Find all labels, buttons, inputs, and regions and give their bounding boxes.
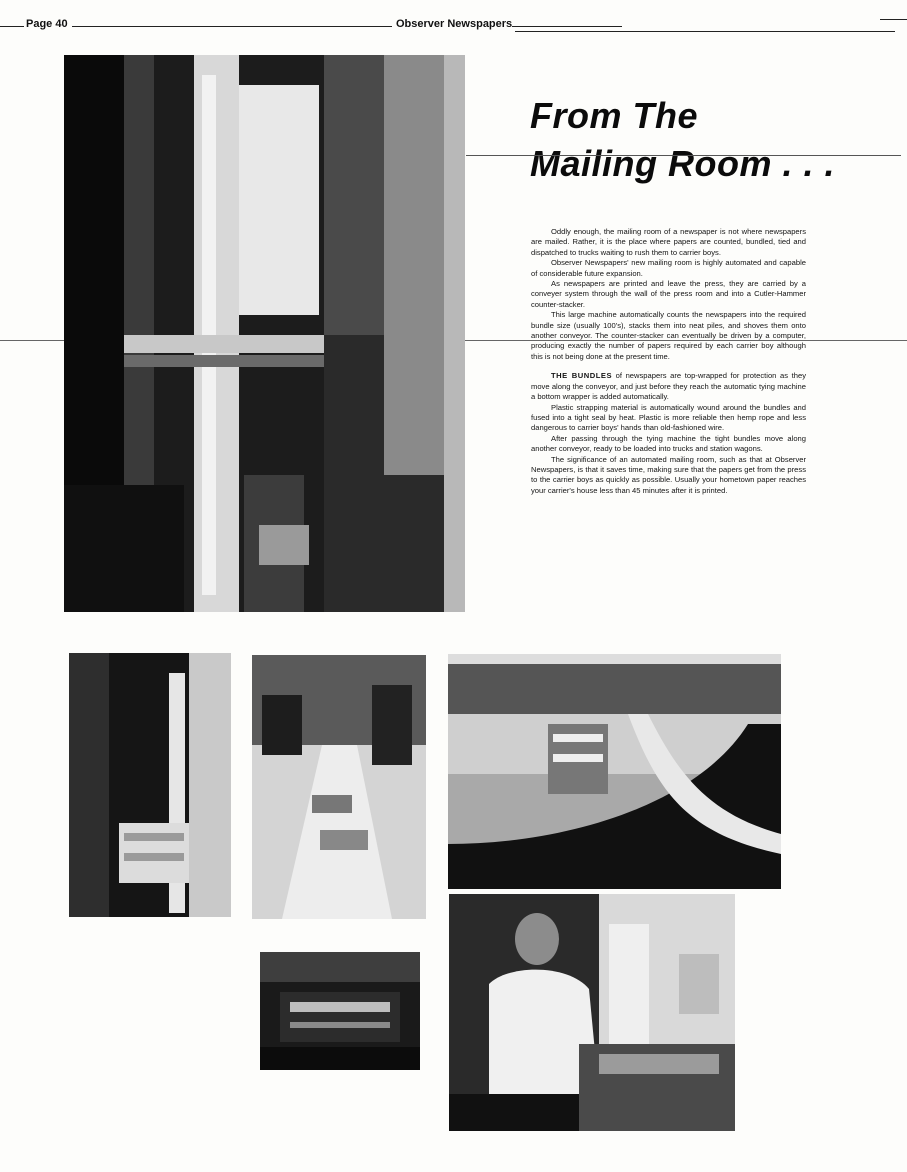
headline-line-2: Mailing Room . . . <box>530 143 835 184</box>
lower-worker-photo-image <box>449 894 735 1131</box>
article-paragraph: Plastic strapping material is automatically wound around the bundles and fused into a tight seal by heat. Plastic is more reliable then hemp rope and less dangerous to carrier boys' hands than old-fashioned wire. <box>531 402 806 433</box>
lower-worker-photo <box>449 894 735 1131</box>
header-rule-left <box>0 26 24 27</box>
headline <box>530 92 835 188</box>
page-number: Page 40 <box>26 18 68 30</box>
lower-small-photo <box>260 952 420 1070</box>
article-paragraph <box>531 371 806 402</box>
header-rule-mid-left <box>72 26 392 27</box>
headline-line-1: From The <box>530 95 699 136</box>
article-paragraph: Oddly enough, the mailing room of a newspaper is not where newspapers are mailed. Rather, it is the place where papers are counted, bundled, tied and dispatched to trucks waiting to rush them to carrier boys. <box>531 227 806 257</box>
main-photo-image <box>64 55 465 612</box>
header-rule-right <box>880 19 907 20</box>
bottom-center-photo-image <box>252 655 426 919</box>
lower-small-photo-image <box>260 952 420 1070</box>
lead-in: THE BUNDLES <box>551 371 613 381</box>
article-body <box>531 227 806 496</box>
article-text: of newspapers are top-wrapped for protection as they move along the conveyor, and just before they reach the automatic tying machine a bottom wrapper is added automatically. <box>531 371 806 402</box>
bottom-center-photo <box>252 655 426 919</box>
article-paragraph: As newspapers are printed and leave the press, they are carried by a conveyer system through the wall of the press room and into a Cutler-Hammer counter-stacker. <box>531 279 806 309</box>
header-rule-bottom <box>515 31 895 32</box>
header-rule-mid-right <box>512 26 622 27</box>
publication-name: Observer Newspapers <box>396 18 513 30</box>
headline-rule <box>466 155 901 156</box>
article-paragraph: Observer Newspapers' new mailing room is highly automated and capable of considerable future expansion. <box>531 258 806 278</box>
bottom-left-photo-image <box>69 653 231 917</box>
bottom-left-photo <box>69 653 231 917</box>
main-photo <box>64 55 465 612</box>
article-paragraph: After passing through the tying machine the tight bundles move along another conveyor, ready to be loaded into trucks and station wagons. <box>531 433 806 454</box>
bottom-right-photo-image <box>448 654 781 889</box>
article-paragraph: This large machine automatically counts the newspapers into the required bundle size (usually 100's), stacks them into neat piles, and shoves them onto another conveyor. The counter-stacker can eventually be driven by a computer, producing exactly the number of papers required by each carrier boy although this is not being done at the present time. <box>531 310 806 361</box>
bottom-right-photo <box>448 654 781 889</box>
article-paragraph: The significance of an automated mailing room, such as that at Observer Newspapers, is that it saves time, making sure that the papers get from the press to the carrier boys as quickly as possible. Usually your hometown paper reaches your carrier's house less than 45 minutes after it is printed. <box>531 454 806 495</box>
